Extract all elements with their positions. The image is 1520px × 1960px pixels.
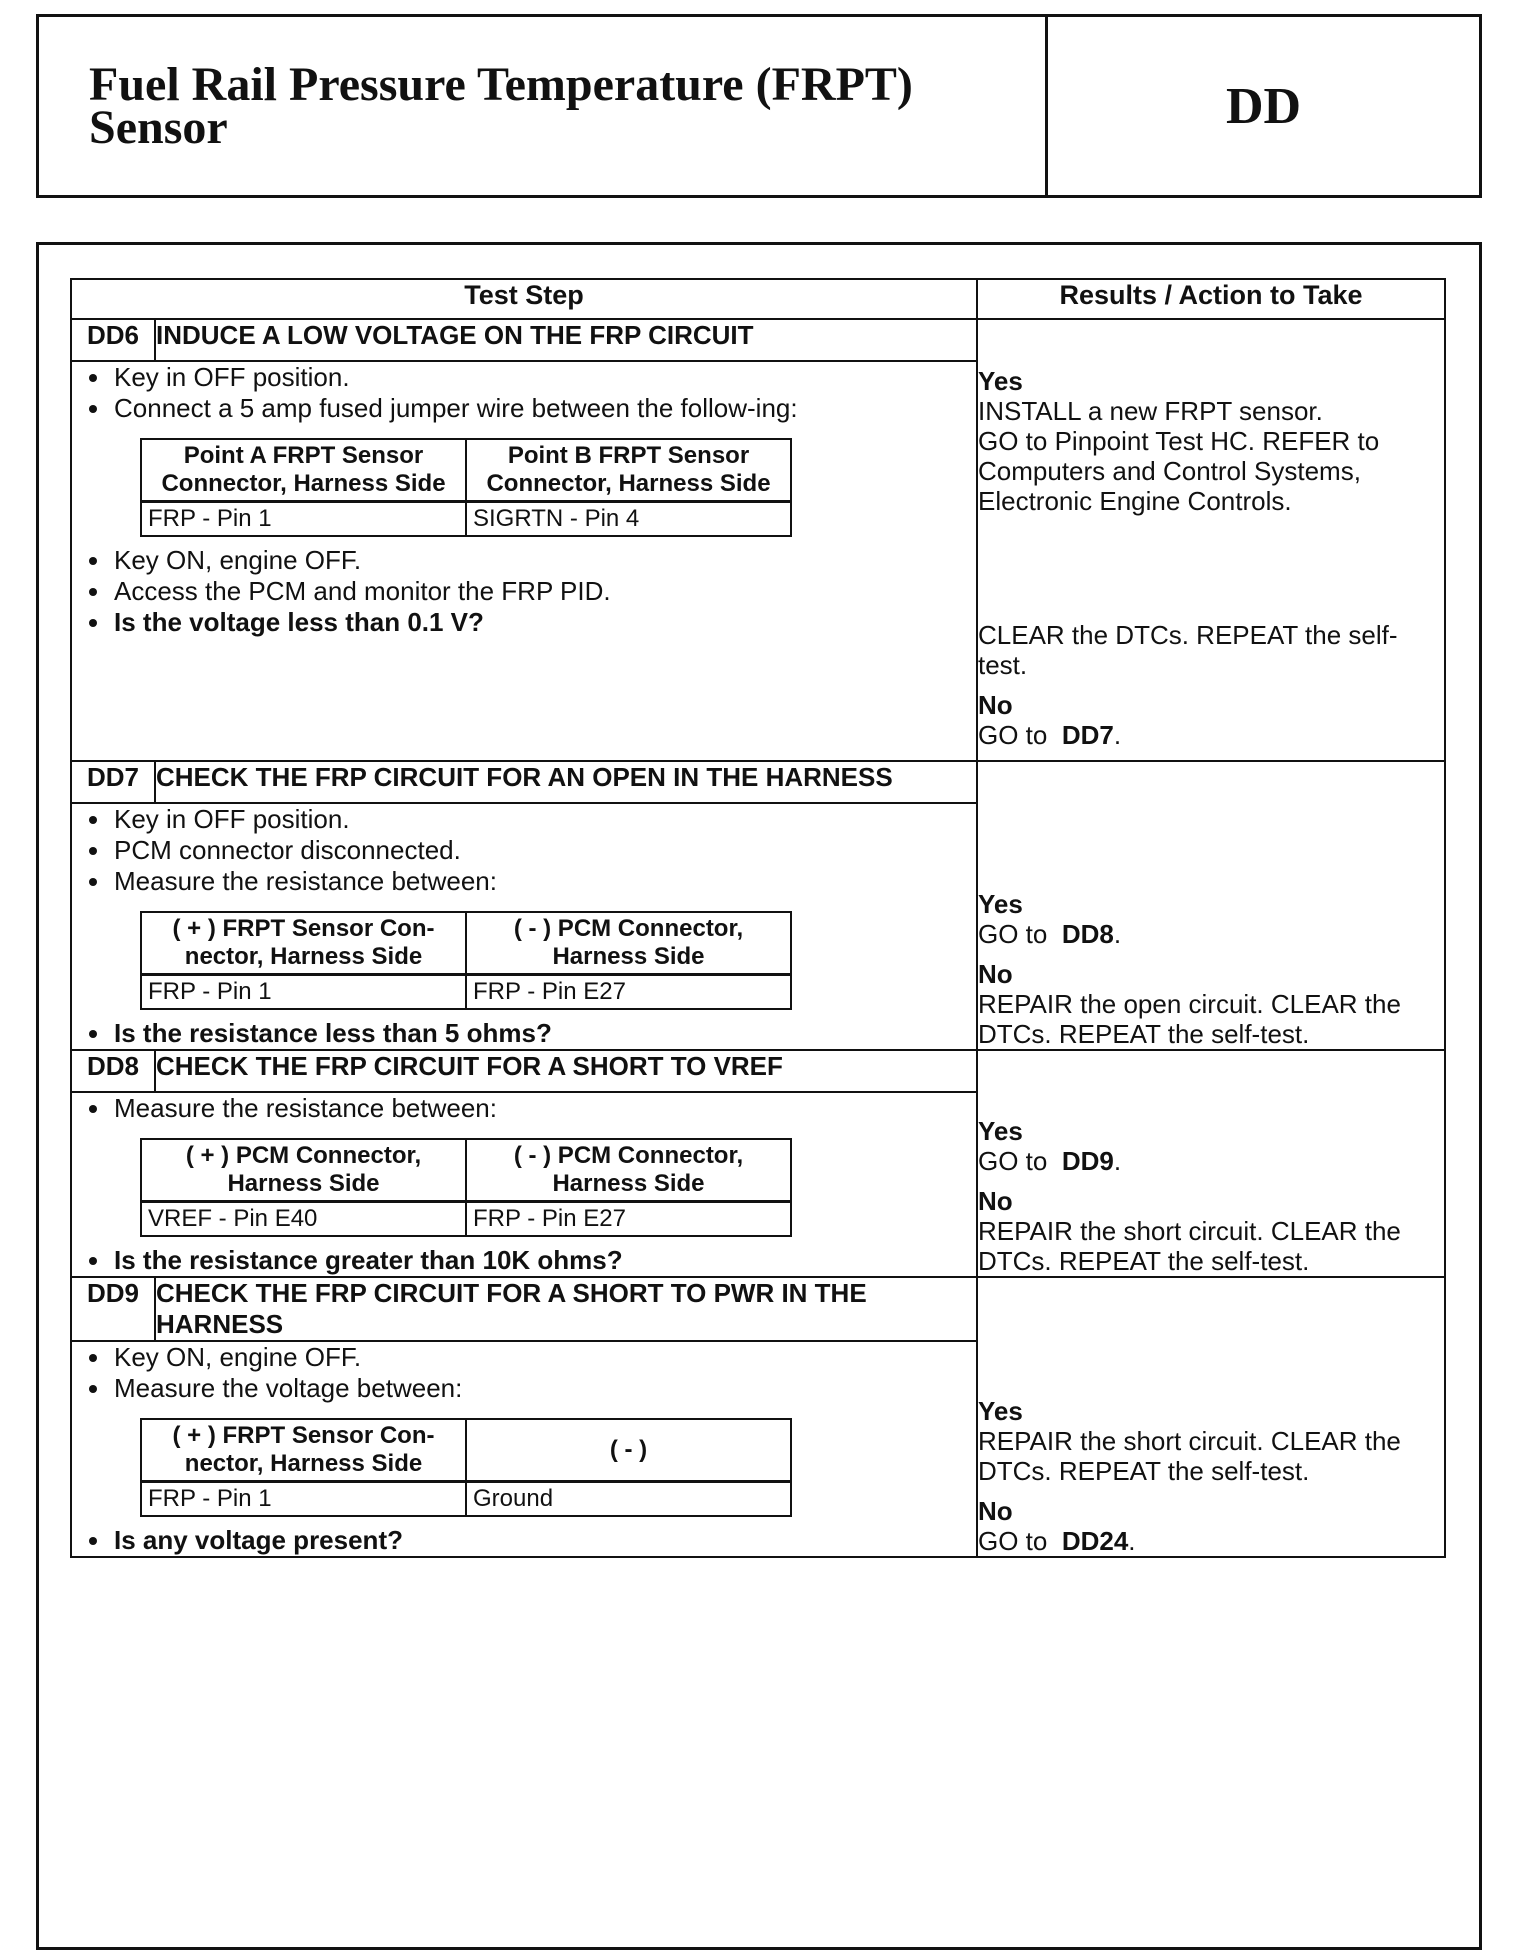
bullet: • PCM connector disconnected. [112,835,976,866]
bullet-list [72,1525,976,1556]
step-code: DD8 [71,1050,155,1092]
step-title: CHECK THE FRP CIRCUIT FOR AN OPEN IN THE HARNESS [155,761,977,803]
no-prefix: GO to [978,1526,1048,1556]
table-header-row [71,279,1445,319]
no-prefix: GO to [978,720,1048,750]
bullet: • Access the PCM and monitor the FRP PID. [112,576,976,607]
bullet: • Measure the resistance between: [112,866,976,897]
bullet-list [72,362,976,424]
step-result [977,1050,1445,1277]
yes-label: Yes [978,889,1023,919]
bullet: • Key ON, engine OFF. [112,1342,976,1373]
bullet-list [72,1342,976,1404]
no-step-ref[interactable]: DD7 [1061,720,1114,750]
bullet-list [72,1018,976,1049]
no-text: REPAIR the open circuit. CLEAR the DTCs. REPEAT the self-test. [978,989,1401,1049]
pin-col2-value: FRP - Pin E27 [466,1202,791,1237]
title-line-1: Fuel Rail Pressure Temperature (FRPT) [89,58,913,111]
pin-col2-value: Ground [466,1482,791,1517]
question: • Is the voltage less than 0.1 V? [112,607,976,638]
pin-col1-value: FRP - Pin 1 [141,1482,466,1517]
yes-suffix: . [1113,919,1122,949]
yes-label: Yes [978,366,1023,396]
result-yes [978,366,1444,680]
bullet: • Key in OFF position. [112,362,976,393]
step-row-dd9 [71,1277,1445,1341]
result-yes [978,1116,1444,1176]
pin-col1-header: ( + ) FRPT Sensor Con-nector, Harness Side [141,912,466,975]
pin-col2-header: ( - ) PCM Connector, Harness Side [466,912,791,975]
no-label: No [978,1186,1013,1216]
page-header [36,14,1482,198]
step-code: DD6 [71,319,155,361]
no-suffix: . [1113,720,1122,750]
no-step-ref[interactable]: DD24 [1061,1526,1129,1556]
yes-label: Yes [978,1396,1023,1426]
pin-table [140,911,792,1010]
step-result [977,761,1445,1050]
yes-text: REPAIR the short circuit. CLEAR the DTCs. REPEAT the self-test. [978,1426,1401,1486]
step-row-dd7 [71,761,1445,803]
bullet-list [72,1245,976,1276]
step-row-dd8 [71,1050,1445,1092]
step-code: DD9 [71,1277,155,1341]
result-no [978,959,1444,1049]
yes-label: Yes [978,1116,1023,1146]
bullet: • Measure the resistance between: [112,1093,976,1124]
test-step-table [70,278,1446,1558]
bullet: • Connect a 5 amp fused jumper wire between the follow-ing: [112,393,976,424]
bullet: • Measure the voltage between: [112,1373,976,1404]
pin-col2-value: SIGRTN - Pin 4 [466,502,791,537]
page-title [89,58,1069,154]
title-line-2: Sensor [89,101,228,154]
no-label: No [978,690,1013,720]
yes-text: INSTALL a new FRPT sensor. [978,396,1323,426]
yes-step-ref[interactable]: DD9 [1061,1146,1114,1176]
result-yes [978,1396,1444,1486]
bullet-list [72,1093,976,1124]
step-body [71,361,977,761]
result-no [978,690,1444,750]
yes-text-2: GO to Pinpoint Test HC. REFER to Computers and Control Systems, Electronic Engine Controls. [978,426,1380,516]
bullet-list [72,804,976,897]
step-result [977,1277,1445,1557]
step-title: CHECK THE FRP CIRCUIT FOR A SHORT TO PWR IN THE HARNESS [155,1277,977,1341]
step-row-dd6 [71,319,1445,361]
pin-col2-value: FRP - Pin E27 [466,975,791,1010]
pin-col1-header: Point A FRPT Sensor Connector, Harness Side [141,439,466,502]
results-header: Results / Action to Take [977,279,1445,319]
bullet: • Key ON, engine OFF. [112,545,976,576]
pin-col2-header: Point B FRPT Sensor Connector, Harness Side [466,439,791,502]
question: • Is the resistance greater than 10K ohms? [112,1245,976,1276]
pin-table [140,438,792,537]
no-label: No [978,1496,1013,1526]
pin-col1-value: FRP - Pin 1 [141,975,466,1010]
no-text: REPAIR the short circuit. CLEAR the DTCs. REPEAT the self-test. [978,1216,1401,1276]
yes-prefix: GO to [978,919,1048,949]
yes-prefix: GO to [978,1146,1048,1176]
pin-table [140,1138,792,1237]
step-title: INDUCE A LOW VOLTAGE ON THE FRP CIRCUIT [155,319,977,361]
test-step-header: Test Step [71,279,977,319]
pin-col1-value: VREF - Pin E40 [141,1202,466,1237]
section-code: DD [1225,77,1302,135]
yes-suffix: . [1113,1146,1122,1176]
bullet: • Key in OFF position. [112,804,976,835]
step-title: CHECK THE FRP CIRCUIT FOR A SHORT TO VREF [155,1050,977,1092]
question: • Is the resistance less than 5 ohms? [112,1018,976,1049]
question: • Is any voltage present? [112,1525,976,1556]
no-label: No [978,959,1013,989]
result-yes [978,889,1444,949]
step-body [71,1341,977,1557]
yes-step-ref[interactable]: DD8 [1061,919,1114,949]
yes-text-3: CLEAR the DTCs. REPEAT the self-test. [978,620,1398,680]
step-body [71,1092,977,1277]
bullet-list [72,545,976,638]
pin-col1-value: FRP - Pin 1 [141,502,466,537]
pin-col2-header: ( - ) [466,1419,791,1482]
pin-table [140,1418,792,1517]
pin-col1-header: ( + ) FRPT Sensor Con-nector, Harness Side [141,1419,466,1482]
result-no [978,1186,1444,1276]
step-result [977,319,1445,761]
step-code: DD7 [71,761,155,803]
no-suffix: . [1128,1526,1136,1556]
pin-col2-header: ( - ) PCM Connector, Harness Side [466,1139,791,1202]
pin-col1-header: ( + ) PCM Connector, Harness Side [141,1139,466,1202]
step-body [71,803,977,1050]
result-no [978,1496,1444,1556]
